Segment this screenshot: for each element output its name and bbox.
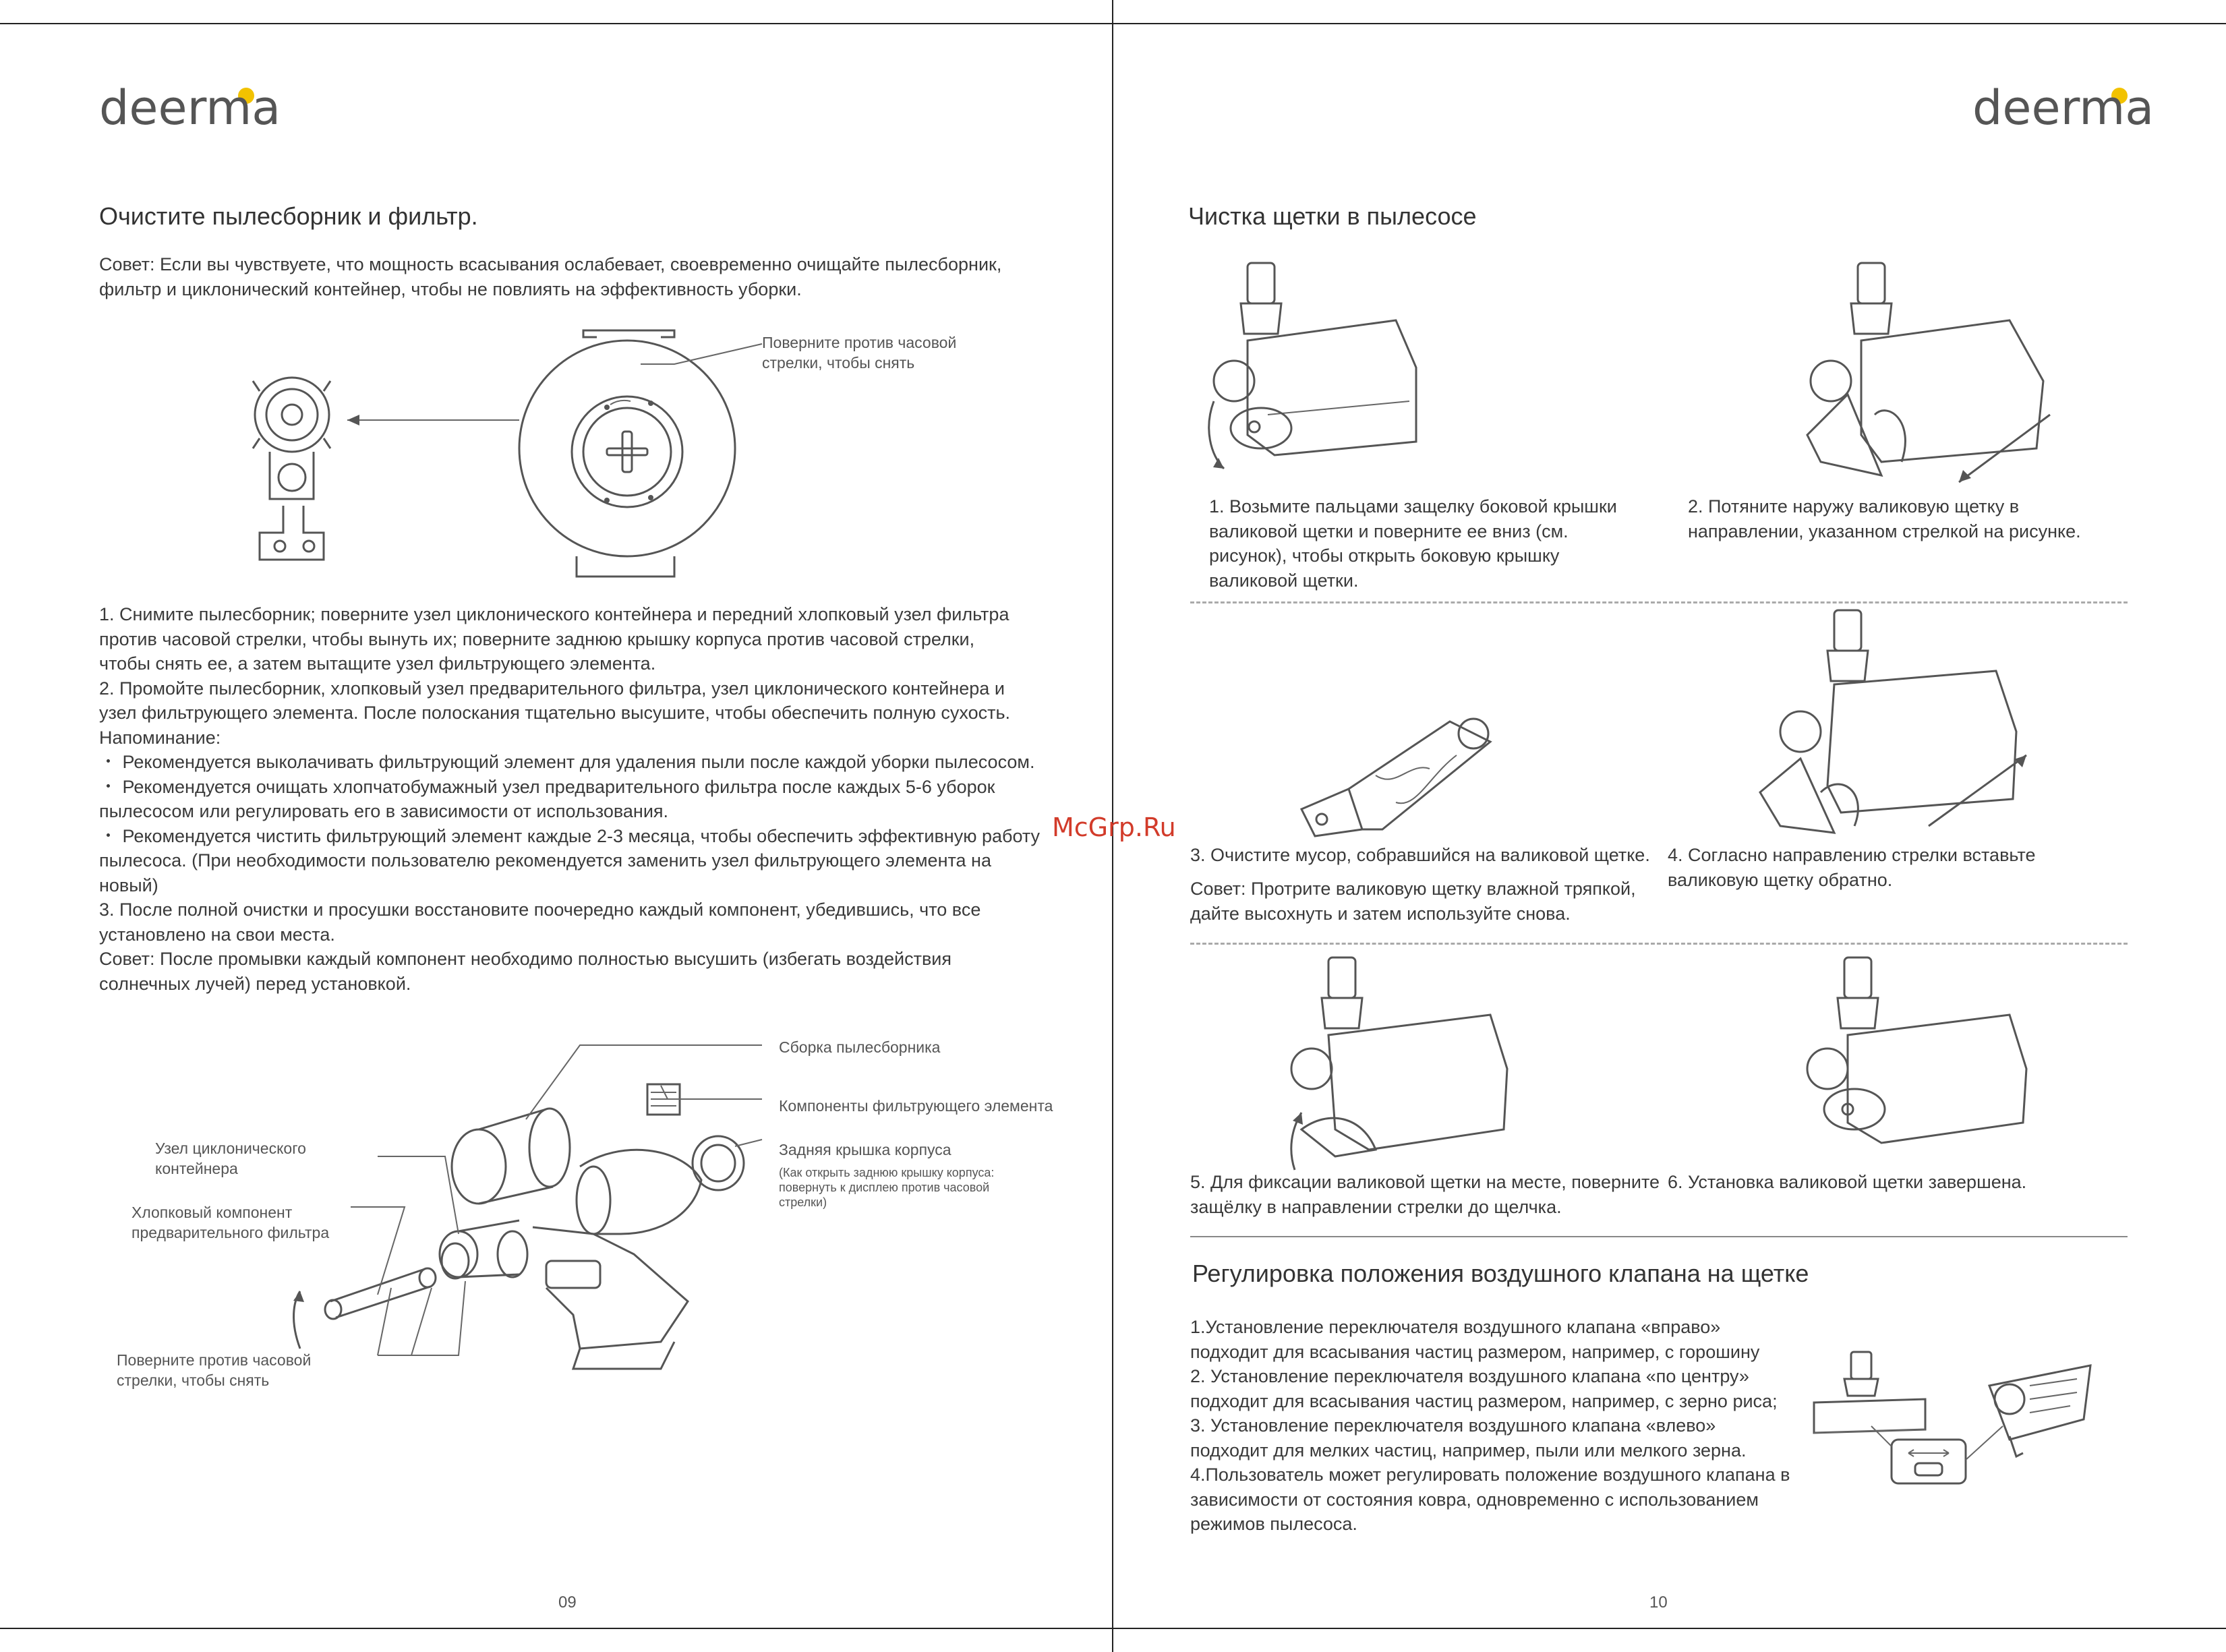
label-cotton: Хлопковый компонент предварительного фильтра xyxy=(131,1204,330,1241)
dust-bin-part xyxy=(452,1109,570,1204)
brush-step3-tip: Совет: Протрите валиковую щетку влажной тряпкой, дайте высохнуть и затем используйте снова. xyxy=(1190,879,1636,924)
brush-step4-figure xyxy=(1747,603,2043,839)
brand-logo-right xyxy=(1972,80,2155,136)
cyclone-part xyxy=(440,1220,519,1277)
brush-step2-text: 2. Потяните наружу валиковую щетку в направлении, указанном стрелкой на рисунке. xyxy=(1688,496,2081,541)
brush-step1-figure xyxy=(1194,260,1416,475)
label-rear-cover-note: (Как открыть заднюю крышку корпуса: повернуть к дисплею против часовой стрелки) xyxy=(779,1166,995,1209)
seal-ring xyxy=(442,1243,469,1278)
right-page-title: Чистка щетки в пылесосе xyxy=(1188,202,1477,230)
label-rotate: Поверните против часовой стрелки, чтобы снять xyxy=(117,1351,312,1389)
brand-name: deerma xyxy=(99,80,281,136)
brush-step5-text: 5. Для фиксации валиковой щетки на месте, поверните защёлку в направлении стрелки до щелчка. xyxy=(1190,1172,1660,1217)
brush-step2-figure xyxy=(1780,260,2063,482)
left-page-title: Очистите пылесборник и фильтр. xyxy=(99,202,478,230)
brush-step1-text: 1. Возьмите пальцами защелку боковой крышки валиковой щетки и поверните ее вниз (см. рисунок), чтобы открыть боковую крышку валиковой щетки. xyxy=(1209,496,1617,591)
valve-switch-zoom xyxy=(1892,1440,1966,1483)
brand-name: deerma xyxy=(1972,80,2155,136)
vacuum-body-part xyxy=(498,1150,701,1369)
page-number-right: 10 xyxy=(1649,1593,1668,1612)
brush-step3-text: 3. Очистите мусор, собравшийся на валиковой щетке. xyxy=(1190,845,1650,865)
rear-cover-detail xyxy=(519,330,735,577)
brush-step5-figure xyxy=(1275,947,1517,1183)
brush-step6-text: 6. Установка валиковой щетки завершена. xyxy=(1668,1172,2027,1192)
watermark: McGrp.Ru xyxy=(1052,813,1176,842)
rotate-down-arrow-icon xyxy=(1209,401,1224,469)
dustbin-figure xyxy=(229,324,796,593)
label-filter: Компоненты фильтрующего элемента xyxy=(779,1097,1053,1115)
brush-step3-figure xyxy=(1295,715,1497,850)
label-rear-cover: Задняя крышка корпуса xyxy=(779,1141,951,1158)
brush-step6-figure xyxy=(1794,947,2037,1156)
brush-step4-text: 4. Согласно направлению стрелки вставьте валиковую щетку обратно. xyxy=(1668,845,2036,890)
insert-arrow-icon xyxy=(1929,755,2026,826)
air-valve-figure xyxy=(1807,1338,2104,1494)
label-dust-bin: Сборка пылесборника xyxy=(779,1038,941,1056)
vacuum-front-view xyxy=(253,378,330,560)
page-number-left: 09 xyxy=(558,1593,577,1612)
left-tip: Совет: Если вы чувствуете, что мощность всасывания ослабевает, своевременно очищайте пылесборник, фильтр и циклонический контейнер, чтобы не повлиять на эффективность уборки. xyxy=(99,254,1002,299)
cotton-filter-part xyxy=(325,1268,436,1319)
callout-line xyxy=(641,344,762,364)
divider-dashed xyxy=(1190,943,2128,945)
section-divider xyxy=(1190,1236,2128,1237)
label-cyclone: Узел циклонического контейнера xyxy=(155,1140,306,1177)
fig1-callout: Поверните против часовой стрелки, чтобы снять xyxy=(762,334,957,372)
valve-instructions: 1.Установление переключателя воздушного клапана «вправо» подходит для всасывания частиц размером, например, с горошину 2. Установление переключателя воздушного клапана «по центру» подходит для всасывания частиц размером, например, с зерно риса; 3. Установление переключателя воздушного клапана «влево» подходит для мелких частиц, например, пыли или мелкого зерна. 4.Пользователь может регулировать положение воздушного клапана в зависимости от состояния ковра, одновременно с использованием режимов пылесоса. xyxy=(1190,1317,1790,1534)
section2-title: Регулировка положения воздушного клапана на щетке xyxy=(1192,1260,1809,1287)
left-steps: 1. Снимите пылесборник; поверните узел циклонического контейнера и передний хлопковый узел фильтра против часовой стрелки, чтобы вынуть их; поверните заднюю крышку корпуса против часовой стрелки, чтобы снять ее, а затем вытащите узел фильтрующего элемента. 2. Промойте пылесборник, хлопковый узел предварительного фильтра, узел циклонического контейнера и узел фильтрующего элемента. После полоскания тщательно высушите, чтобы обеспечить полную сухость. Напоминание: ・ Рекомендуется выколачивать фильтрующий элемент для удаления пыли после каждой уборки пылесосом. ・ Рекомендуется очищать хлопчатобумажный узел предварительного фильтра после каждых 5-6 уборок пылесосом или регулировать его в зависимости от использования. ・ Рекомендуется чистить фильтрующий элемент каждые 2-3 месяца, чтобы обеспечить эффективную работу пылесоса. (При необходимости пользователю рекомендуется заменить узел фильтрующего элемента на новый) 3. После полной очистки и просушки восстановите поочередно каждый компонент, убедившись, что все установлено на свои места. Совет: После промывки каждый компонент необходимо полностью высушить (избегать воздействия солнечных лучей) перед установкой. xyxy=(99,604,1041,994)
valve-direction-icon xyxy=(1908,1450,1949,1456)
brand-logo-left xyxy=(99,80,281,136)
